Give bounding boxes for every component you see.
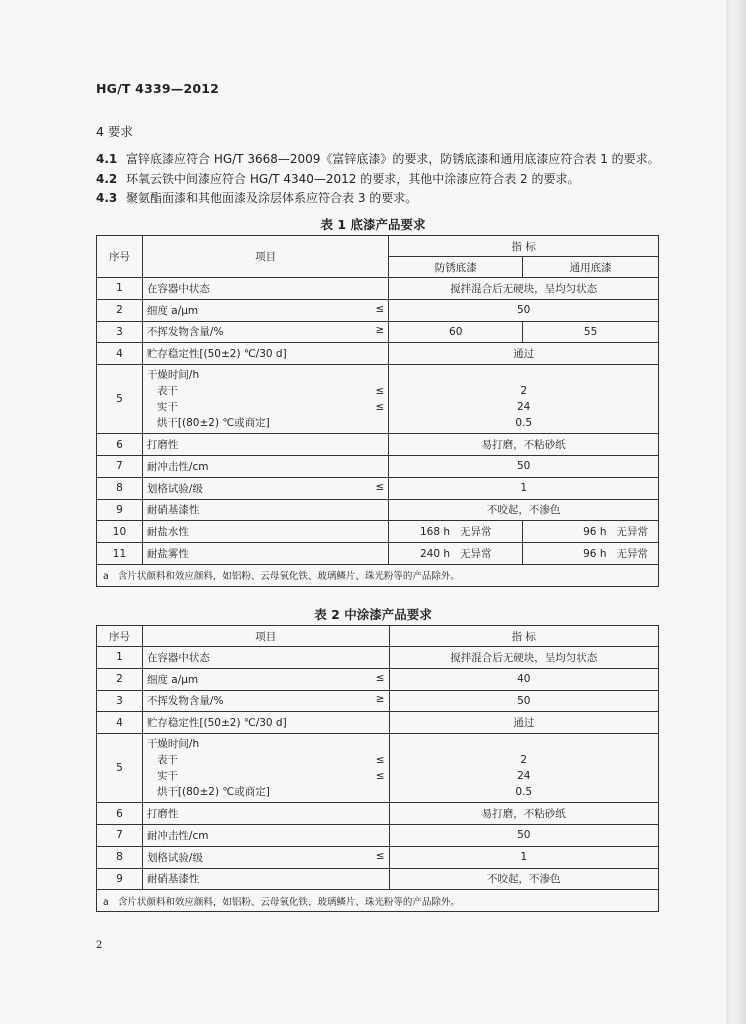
- header-general-primer: 通用底漆: [523, 257, 659, 278]
- row-item: [142, 868, 389, 890]
- value-anticorrosive: 60: [389, 321, 523, 343]
- item-label: 贮存稳定性[(50±2) ℃/30 d]: [146, 717, 287, 730]
- standard-code: HG/T 4339—2012: [96, 81, 220, 96]
- item-label: 不挥发物含量/%: [146, 695, 224, 708]
- sub-label: 表干: [156, 754, 178, 767]
- table1-caption: 表 1 底漆产品要求: [320, 217, 426, 232]
- row-no: 4: [97, 343, 143, 365]
- row-value: 易打磨，不粘砂纸: [389, 803, 658, 825]
- item-label: 在容器中状态: [146, 282, 210, 295]
- header-no: 序号: [97, 626, 143, 647]
- sub-label: 烘干[(80±2) ℃或商定]: [156, 417, 270, 430]
- header-index: 指 标: [389, 626, 658, 647]
- row-value: 50: [389, 690, 658, 712]
- row-no: 1: [97, 647, 143, 669]
- header-item: 项目: [142, 626, 389, 647]
- dry-surface-value: 2: [520, 385, 527, 398]
- row-item: [142, 712, 389, 734]
- table-footnote: [97, 564, 659, 586]
- sub-item: [147, 383, 384, 399]
- sub-label: 表干: [156, 385, 178, 398]
- row-no: 8: [97, 477, 143, 499]
- dry-bake-value: 0.5: [515, 786, 533, 799]
- dry-hard-value: 24: [517, 770, 531, 783]
- row-item: [142, 477, 388, 499]
- sub-label: 实干: [156, 401, 178, 414]
- table-row: [97, 868, 659, 890]
- row-no: 1: [97, 278, 143, 300]
- table1: [96, 235, 659, 587]
- row-no: 8: [97, 846, 143, 868]
- row-item: [142, 455, 388, 477]
- row-value: 不咬起，不渗色: [389, 499, 659, 521]
- item-label: 打磨性: [146, 808, 179, 821]
- item-label: 在容器中状态: [146, 651, 210, 664]
- row-item: [142, 321, 388, 343]
- clause-text: 环氧云铁中间漆应符合 HG/T 4340—2012 的要求，其他中涂漆应符合表 2 的要求。: [126, 172, 580, 186]
- sub-item: [147, 399, 384, 415]
- clause-number: 4.2: [96, 172, 118, 186]
- row-item: [142, 734, 389, 803]
- table-row: [97, 299, 659, 321]
- row-no: 3: [97, 690, 143, 712]
- item-label: 不挥发物含量/%: [146, 326, 224, 339]
- row-value: 通过: [389, 343, 659, 365]
- clause-4-2: [96, 170, 579, 187]
- header-item: 项目: [142, 236, 388, 278]
- item-label: 划格试验/级: [146, 482, 203, 495]
- row-no: 9: [97, 868, 143, 890]
- item-label: 耐硝基漆性: [146, 873, 200, 886]
- row-no: 2: [97, 668, 143, 690]
- row-value: 通过: [389, 712, 658, 734]
- clause-number: 4.3: [96, 191, 118, 205]
- item-label: 耐盐水性: [146, 526, 189, 539]
- row-item: [142, 543, 388, 565]
- item-label: 耐盐雾性: [146, 548, 189, 561]
- table-row: [97, 521, 659, 543]
- row-value: 易打磨，不粘砂纸: [389, 434, 659, 456]
- row-value: [389, 734, 658, 803]
- table-row: [97, 734, 659, 803]
- item-label: 划格试验/级: [146, 851, 203, 864]
- row-no: 10: [97, 521, 143, 543]
- table-row: [97, 846, 659, 868]
- row-no: 5: [97, 734, 143, 803]
- row-item: [142, 521, 388, 543]
- footnote-text: a 含片状颜料和效应颜料，如铝粉、云母氧化铁、玻璃鳞片、珠光粉等的产品除外。: [97, 890, 659, 912]
- row-value: 50: [389, 455, 659, 477]
- table2-caption: 表 2 中涂漆产品要求: [314, 607, 432, 622]
- sub-item: [147, 752, 385, 768]
- comparison-symbol: ≤: [375, 754, 385, 767]
- row-no: 6: [97, 434, 143, 456]
- clause-4-1: [96, 150, 660, 167]
- comparison-symbol: ≤: [375, 385, 385, 398]
- item-label: 耐冲击性/cm: [146, 460, 209, 473]
- row-item: [142, 824, 389, 846]
- header-index: 指 标: [389, 236, 659, 257]
- footnote-text: a 含片状颜料和效应颜料，如铝粉、云母氧化铁、玻璃鳞片、珠光粉等的产品除外。: [97, 564, 659, 586]
- table-row: [97, 690, 659, 712]
- row-value: 不咬起，不渗色: [389, 868, 658, 890]
- header-anticorrosive-primer: 防锈底漆: [389, 257, 523, 278]
- row-item: [142, 434, 388, 456]
- row-item: [142, 690, 389, 712]
- comparison-symbol: ≤: [375, 480, 385, 493]
- comparison-symbol: ≤: [375, 302, 385, 315]
- page-number: 2: [96, 940, 103, 951]
- dry-hard-value: 24: [516, 401, 531, 414]
- sub-item: [147, 415, 384, 431]
- table-row: [97, 824, 659, 846]
- row-value: 搅拌混合后无硬块，呈均匀状态: [389, 647, 658, 669]
- sub-label: 实干: [156, 770, 178, 783]
- sub-item: [147, 784, 385, 800]
- row-no: 7: [97, 824, 143, 846]
- clause-number: 4.1: [96, 152, 118, 166]
- comparison-symbol: ≤: [375, 401, 385, 414]
- table-row: [97, 343, 659, 365]
- row-item: [142, 803, 389, 825]
- row-value: 1: [389, 846, 658, 868]
- table-row: [97, 321, 659, 343]
- row-value: [389, 365, 659, 434]
- clause-text: 聚氨酯面漆和其他面漆及涂层体系应符合表 3 的要求。: [126, 191, 418, 205]
- row-no: 7: [97, 455, 143, 477]
- table-row: [97, 434, 659, 456]
- row-item: [142, 668, 389, 690]
- clause-4-3: [96, 189, 417, 206]
- table-row: [97, 668, 659, 690]
- value-general: 55: [523, 321, 659, 343]
- row-item: [142, 278, 388, 300]
- comparison-symbol: ≥: [375, 693, 385, 706]
- dry-bake-value: 0.5: [515, 417, 533, 430]
- table-row: [97, 712, 659, 734]
- row-no: 11: [97, 543, 143, 565]
- table-row: [97, 455, 659, 477]
- item-label: 打磨性: [146, 439, 179, 452]
- table-row: [97, 647, 659, 669]
- comparison-symbol: ≤: [375, 849, 385, 862]
- table-row: [97, 477, 659, 499]
- item-label: 细度 a/μm: [146, 304, 199, 317]
- row-value: 搅拌混合后无硬块，呈均匀状态: [389, 278, 659, 300]
- item-label: 贮存稳定性[(50±2) ℃/30 d]: [146, 348, 287, 361]
- value-general: 96 h 无异常: [523, 521, 659, 543]
- header-no: 序号: [97, 236, 143, 278]
- sub-item: [147, 768, 385, 784]
- row-item: [142, 365, 388, 434]
- table-row: [97, 499, 659, 521]
- row-item: [142, 299, 388, 321]
- row-value: 50: [389, 824, 658, 846]
- row-item: [142, 647, 389, 669]
- row-item: [142, 343, 388, 365]
- table-footnote: [97, 890, 659, 912]
- table-row: [97, 278, 659, 300]
- value-anticorrosive: 240 h 无异常: [389, 543, 523, 565]
- row-no: 5: [97, 365, 143, 434]
- item-label: 耐硝基漆性: [146, 504, 200, 517]
- row-no: 3: [97, 321, 143, 343]
- table-row: [97, 803, 659, 825]
- comparison-symbol: ≤: [375, 671, 385, 684]
- comparison-symbol: ≤: [375, 770, 385, 783]
- row-value: 40: [389, 668, 658, 690]
- row-value: 50: [389, 299, 659, 321]
- comparison-symbol: ≥: [375, 324, 385, 337]
- row-no: 6: [97, 803, 143, 825]
- sub-label: 烘干[(80±2) ℃或商定]: [156, 786, 270, 799]
- row-no: 9: [97, 499, 143, 521]
- section-heading: 4 要求: [96, 124, 133, 139]
- row-value: 1: [389, 477, 659, 499]
- dry-surface-value: 2: [520, 754, 528, 767]
- row-item: [142, 499, 388, 521]
- table-row: [97, 543, 659, 565]
- item-label: 干燥时间/h: [146, 738, 200, 751]
- row-no: 4: [97, 712, 143, 734]
- item-label: 干燥时间/h: [146, 369, 200, 382]
- row-no: 2: [97, 299, 143, 321]
- page-edge: [726, 0, 746, 1024]
- row-item: [142, 846, 389, 868]
- table2: [96, 625, 659, 912]
- clause-text: 富锌底漆应符合 HG/T 3668—2009《富锌底漆》的要求，防锈底漆和通用底漆应符合表 1 的要求。: [126, 152, 660, 166]
- value-general: 96 h 无异常: [523, 543, 659, 565]
- item-label: 细度 a/μm: [146, 673, 199, 686]
- table-row: [97, 365, 659, 434]
- item-label: 耐冲击性/cm: [146, 829, 209, 842]
- value-anticorrosive: 168 h 无异常: [389, 521, 523, 543]
